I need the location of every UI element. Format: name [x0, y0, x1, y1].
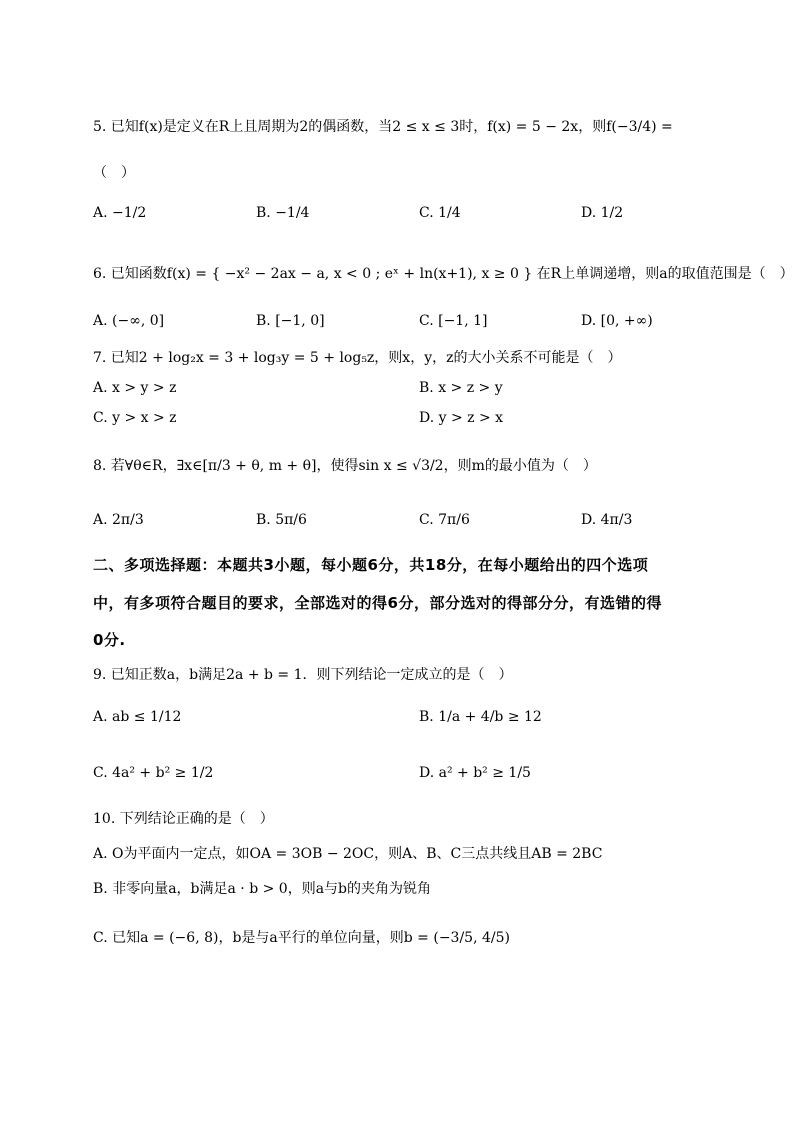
q10-option-c[interactable]: C. 已知a = (−6, 8)，b是与a平行的单位向量，则b = (−3/5, 4/5): [93, 930, 510, 946]
question-10-stem: [93, 808, 274, 828]
q9-option-d[interactable]: D. a² + b² ≥ 1/5: [419, 765, 531, 781]
q5-stem-text: 5. 已知f(x)是定义在R上且周期为2的偶函数，当2 ≤ x ≤ 3时，f(x) = 5 − 2x，则f(−3/4) =: [93, 119, 673, 135]
q5-answer-paren: （ ）: [93, 165, 135, 181]
q9-option-c[interactable]: C. 4a² + b² ≥ 1/2: [93, 765, 214, 781]
q5-option-b[interactable]: B. −1/4: [256, 205, 310, 221]
section-2-heading-line-1: 二、多项选择题：本题共3小题，每小题6分，共18分，在每小题给出的四个选项: [93, 556, 649, 574]
section-2-heading-line-3: 0分.: [93, 631, 126, 649]
q10-stem-text: 10. 下列结论正确的是（ ）: [93, 811, 274, 827]
question-5-stem: [93, 116, 673, 136]
question-6-stem: [93, 263, 794, 283]
question-5-paren: [93, 162, 135, 182]
q8-option-b[interactable]: B. 5π/6: [256, 512, 307, 528]
q7-option-c[interactable]: C. y > x > z: [93, 410, 177, 426]
q8-option-d[interactable]: D. 4π/3: [581, 512, 633, 528]
q10-option-a[interactable]: A. O为平面内一定点，如OA = 3OB − 2OC，则A、B、C三点共线且AB = 2BC: [93, 846, 603, 862]
question-8-stem: [93, 455, 597, 475]
q5-option-a[interactable]: A. −1/2: [93, 205, 147, 221]
q6-stem-text: 6. 已知函数f(x) = { −x² − 2ax − a, x < 0 ; eˣ + ln(x+1), x ≥ 0 } 在R上单调递增，则a的取值范围是（ ）: [93, 266, 794, 282]
q6-option-b[interactable]: B. [−1, 0]: [256, 313, 325, 329]
q8-option-a[interactable]: A. 2π/3: [93, 512, 144, 528]
q7-stem-text: 7. 已知2 + log₂x = 3 + log₃y = 5 + log₅z，则x，y，z的大小关系不可能是（ ）: [93, 350, 622, 366]
q9-stem-text: 9. 已知正数a，b满足2a + b = 1．则下列结论一定成立的是（ ）: [93, 667, 513, 683]
q6-option-c[interactable]: C. [−1, 1]: [419, 313, 488, 329]
q7-option-b[interactable]: B. x > z > y: [419, 380, 503, 396]
q8-stem-text: 8. 若∀θ∈R，∃x∈[π/3 + θ, m + θ]，使得sin x ≤ √3/2，则m的最小值为（ ）: [93, 458, 597, 474]
q6-option-a[interactable]: A. (−∞, 0]: [93, 313, 165, 329]
section-2-heading-line-2: 中，有多项符合题目的要求，全部选对的得6分，部分选对的得部分分，有选错的得: [93, 594, 662, 612]
q10-option-b[interactable]: B. 非零向量a，b满足a · b > 0，则a与b的夹角为锐角: [93, 881, 432, 897]
q9-option-a[interactable]: A. ab ≤ 1/12: [93, 709, 182, 725]
q5-option-d[interactable]: D. 1/2: [581, 205, 624, 221]
q7-option-a[interactable]: A. x > y > z: [93, 380, 177, 396]
q9-option-b[interactable]: B. 1/a + 4/b ≥ 12: [419, 709, 542, 725]
q6-option-d[interactable]: D. [0, +∞): [581, 313, 653, 329]
q7-option-d[interactable]: D. y > z > x: [419, 410, 504, 426]
q8-option-c[interactable]: C. 7π/6: [419, 512, 470, 528]
question-7-stem: [93, 347, 622, 367]
question-9-stem: [93, 664, 513, 684]
q5-option-c[interactable]: C. 1/4: [419, 205, 461, 221]
